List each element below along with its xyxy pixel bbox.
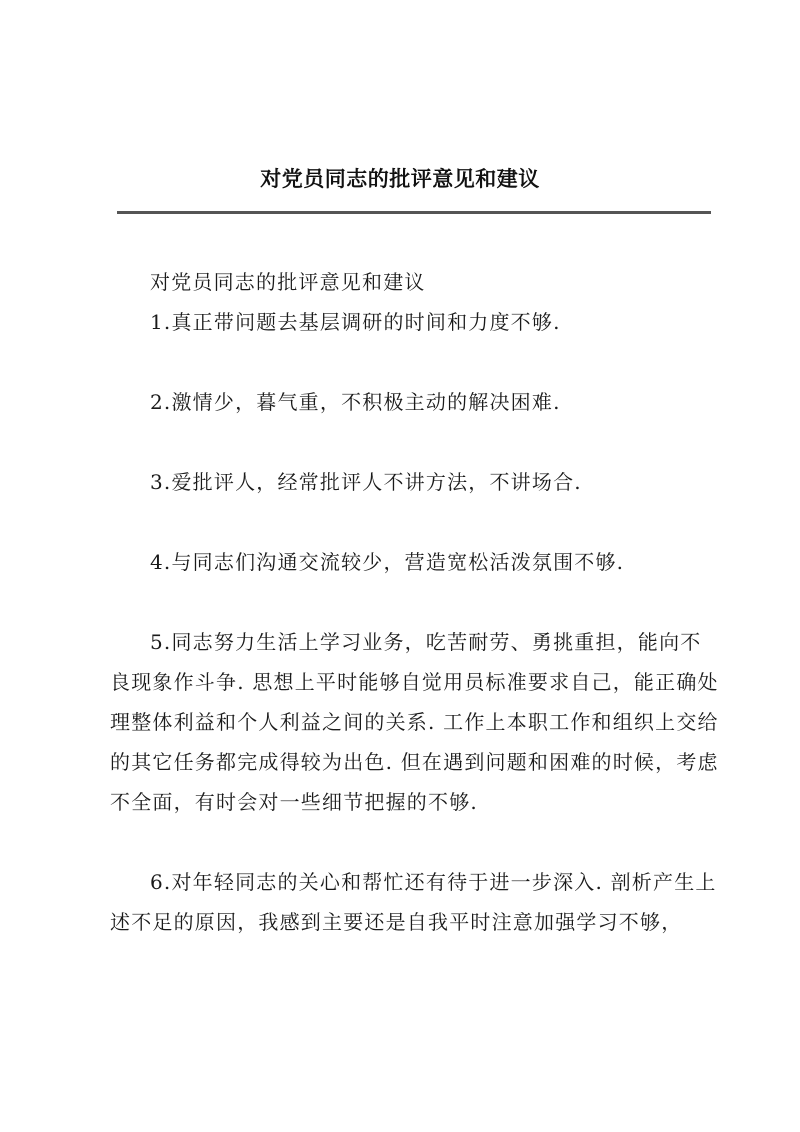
- document-body: [110, 262, 720, 942]
- paragraph-5: 5.同志努力生活上学习业务，吃苦耐劳、勇挑重担，能向不良现象作斗争. 思想上平时能够自觉用员标准要求自己，能正确处理整体利益和个人利益之间的关系. 工作上本职工作和组织上交给的其它任务都完成得较为出色. 但在遇到问题和困难的时候，考虑不全面，有时会对一些细节把握的不够.: [110, 630, 719, 814]
- body-heading: 对党员同志的批评意见和建议: [150, 270, 426, 294]
- document-title: 对党员同志的批评意见和建议: [260, 167, 540, 191]
- paragraph-4: 4.与同志们沟通交流较少，营造宽松活泼氛围不够.: [150, 550, 625, 574]
- paragraph-1: 1.真正带问题去基层调研的时间和力度不够.: [150, 310, 561, 334]
- title-divider: [117, 211, 711, 214]
- paragraph-2: 2.激情少，暮气重，不积极主动的解决困难.: [150, 390, 561, 414]
- paragraph-3: 3.爱批评人，经常批评人不讲方法，不讲场合.: [150, 470, 582, 494]
- paragraph-6: 6.对年轻同志的关心和帮忙还有待于进一步深入. 剖析产生上述不足的原因，我感到主要还是自我平时注意加强学习不够，: [110, 870, 717, 934]
